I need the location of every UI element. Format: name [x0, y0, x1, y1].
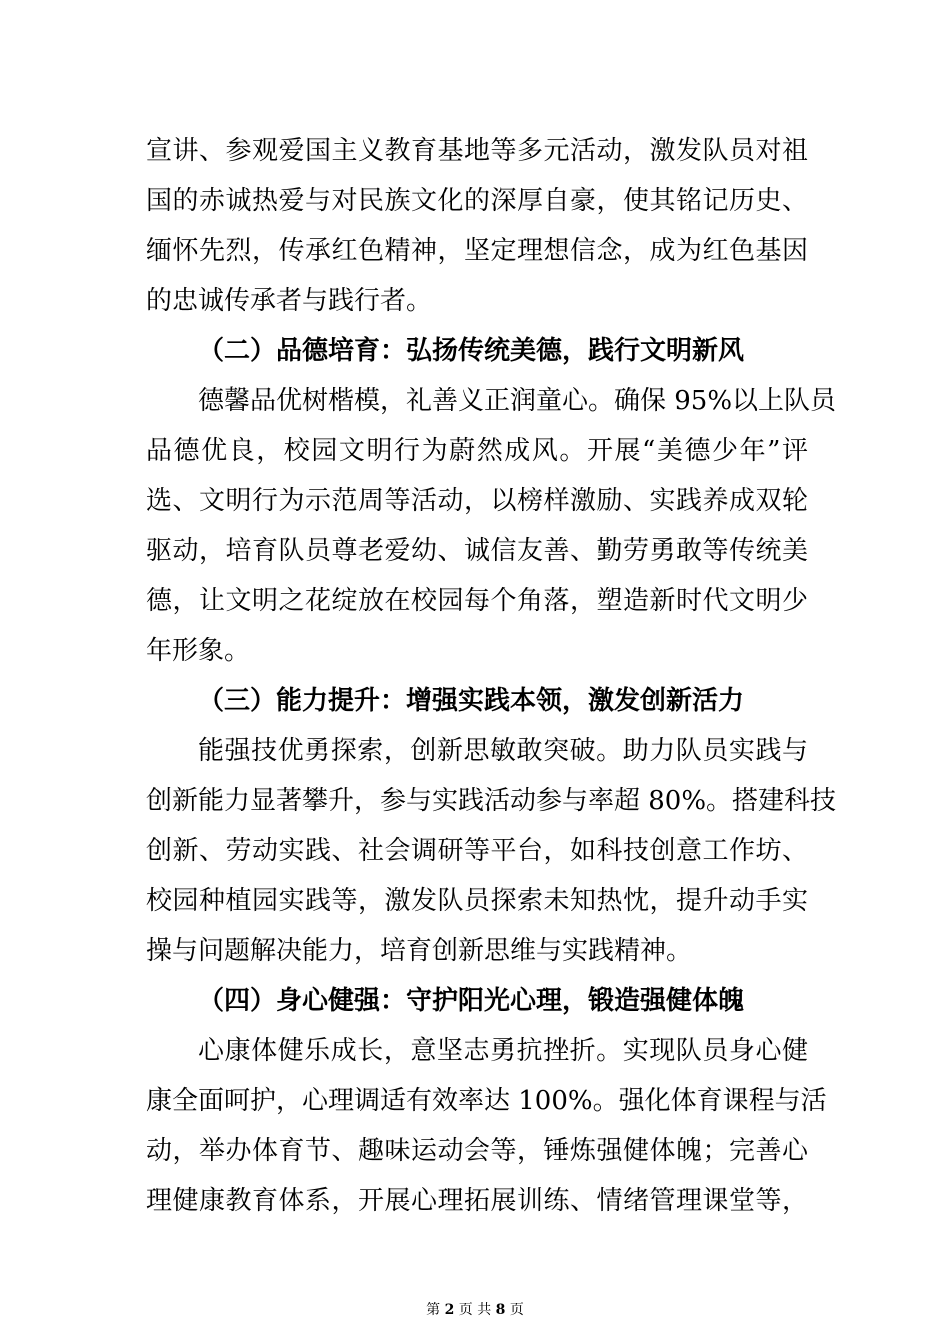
- paragraph-first-line: 心康体健乐成长，意坚志勇抗挫折。实现队员身心健: [198, 1036, 808, 1066]
- paragraph-last-line: 的忠诚传承者与践行者。: [146, 286, 433, 316]
- page-footer: [0, 1300, 950, 1320]
- footer-middle: 页 共: [458, 1302, 492, 1318]
- paragraph-line: 创新能力显著攀升，参与实践活动参与率超 80%。搭建科技: [146, 786, 837, 816]
- paragraph-line: 校园种植园实践等，激发队员探索未知热忱，提升动手实: [146, 886, 808, 916]
- paragraph-line: 理健康教育体系，开展心理拓展训练、情绪管理课堂等，: [146, 1186, 808, 1216]
- section-heading: （二）品德培育：弘扬传统美德，践行文明新风: [198, 336, 745, 366]
- paragraph-line: 创新、劳动实践、社会调研等平台，如科技创意工作坊、: [146, 836, 808, 866]
- paragraph-first-line: 德馨品优树楷模，礼善义正润童心。确保 95%以上队员: [198, 386, 837, 416]
- section-heading: （四）身心健强：守护阳光心理，锻造强健体魄: [198, 986, 745, 1016]
- paragraph-line: 康全面呵护，心理调适有效率达 100%。强化体育课程与活: [146, 1086, 827, 1116]
- paragraph-line: 德，让文明之花绽放在校园每个角落，塑造新时代文明少: [146, 586, 808, 616]
- paragraph-line: 国的赤诚热爱与对民族文化的深厚自豪，使其铭记历史、: [146, 186, 808, 216]
- paragraph-line: 宣讲、参观爱国主义教育基地等多元活动，激发队员对祖: [146, 136, 808, 166]
- paragraph-first-line: 能强技优勇探索，创新思敏敢突破。助力队员实践与: [198, 736, 808, 766]
- page-content: [146, 126, 837, 1226]
- paragraph-last-line: 年形象。: [146, 636, 251, 666]
- paragraph-line: 缅怀先烈，传承红色精神，坚定理想信念，成为红色基因: [146, 236, 808, 266]
- paragraph-line: 选、文明行为示范周等活动，以榜样激励、实践养成双轮: [146, 486, 808, 516]
- paragraph-line: 动，举办体育节、趣味运动会等，锤炼强健体魄；完善心: [146, 1136, 808, 1166]
- section-heading: （三）能力提升：增强实践本领，激发创新活力: [198, 686, 745, 716]
- paragraph-line: 品德优良，校园文明行为蔚然成风。开展“美德少年”评: [146, 436, 808, 466]
- footer-current-page: 2: [444, 1302, 455, 1318]
- footer-suffix: 页: [509, 1302, 524, 1318]
- footer-prefix: 第: [426, 1302, 441, 1318]
- paragraph-line: 驱动，培育队员尊老爱幼、诚信友善、勤劳勇敢等传统美: [146, 536, 808, 566]
- paragraph-last-line: 操与问题解决能力，培育创新思维与实践精神。: [146, 936, 693, 966]
- footer-total-pages: 8: [495, 1302, 506, 1318]
